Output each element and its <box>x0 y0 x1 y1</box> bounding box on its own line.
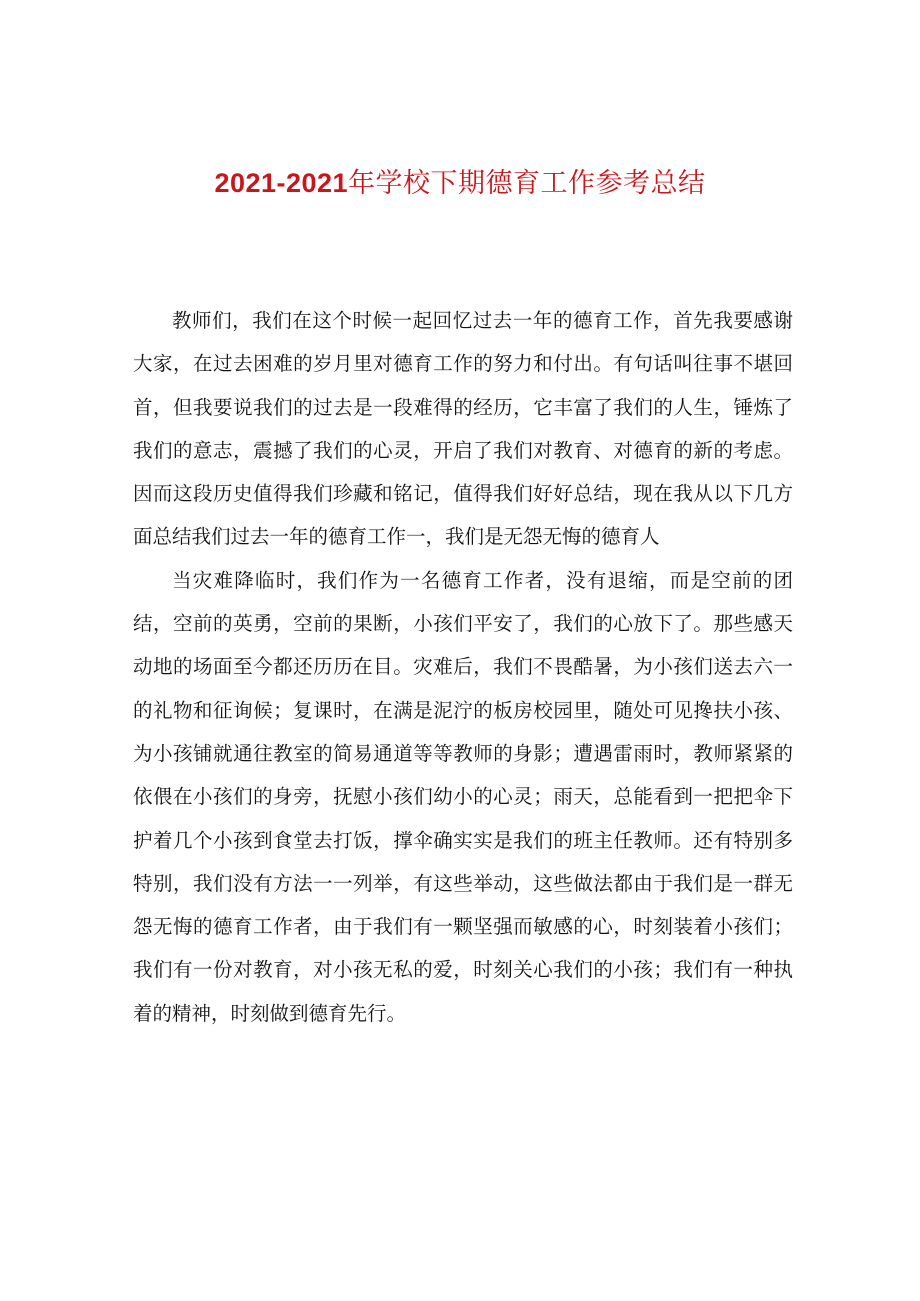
title-year: 2021-2021 <box>214 168 349 198</box>
paragraph-1: 教师们，我们在这个时候一起回忆过去一年的德育工作，首先我要感谢大家，在过去困难的岁月里对德育工作的努力和付出。有句话叫往事不堪回首，但我要说我们的过去是一段难得的经历，它丰富了我们的人生，锤炼了我们的意志，震撼了我们的心灵，开启了我们对教育、对德育的新的考虑。因而这段历史值得我们珍藏和铭记，值得我们好好总结，现在我从以下几方面总结我们过去一年的德育工作一，我们是无怨无悔的德育人 <box>133 309 793 549</box>
title-text: 年学校下期德育工作参考总结 <box>348 168 706 199</box>
paragraph-2: 当灾难降临时，我们作为一名德育工作者，没有退缩，而是空前的团结，空前的英勇，空前的果断，小孩们平安了，我们的心放下了。那些感天动地的场面至今都还历历在目。灾难后，我们不畏酷暑，为小孩们送去六一的礼物和征询候；复课时，在满是泥泞的板房校园里，随处可见搀扶小孩、为小孩铺就通往教室的简易通道等等教师的身影；遭遇雷雨时，教师紧紧的依偎在小孩们的身旁，抚慰小孩们幼小的心灵；雨天，总能看到一把把伞下护着几个小孩到食堂去打饭，撑伞确实实是我们的班主任教师。还有特别多特别，我们没有方法一一列举，有这些举动，这些做法都由于我们是一群无怨无悔的德育工作者，由于我们有一颗坚强而敏感的心，时刻装着小孩们；我们有一份对教育，对小孩无私的爱，时刻关心我们的小孩；我们有一种执着的精神，时刻做到德育先行。 <box>133 568 793 1025</box>
document-title <box>0 163 920 204</box>
document-body <box>133 299 793 1035</box>
